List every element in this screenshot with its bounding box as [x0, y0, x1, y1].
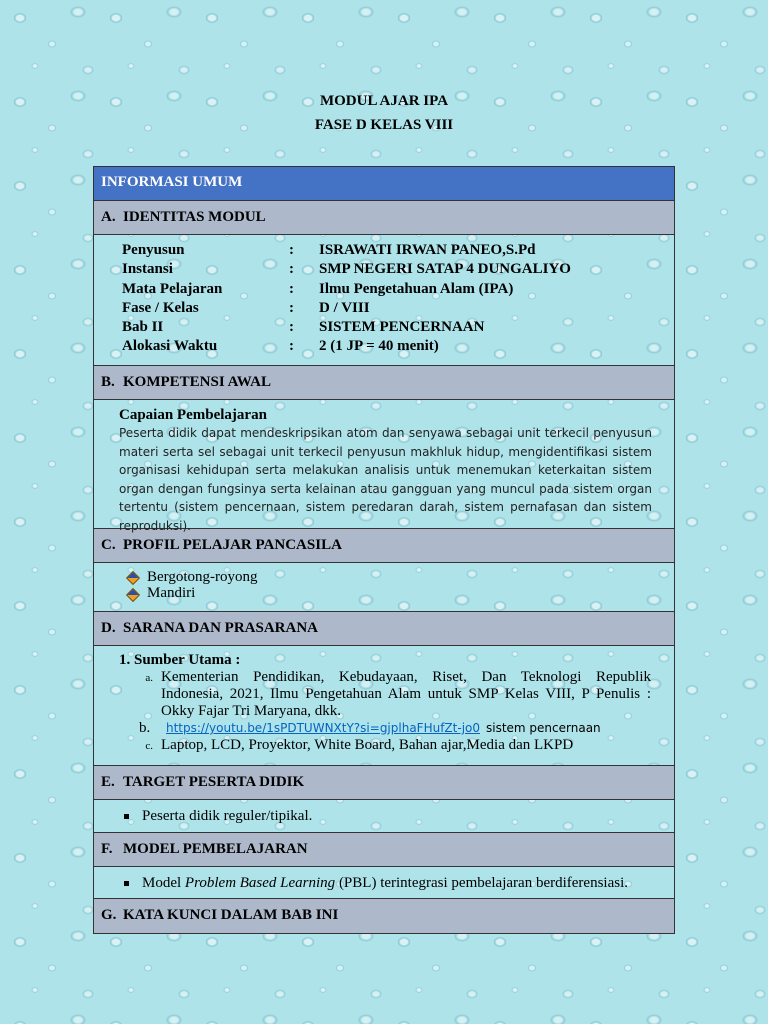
identitas-value: ISRAWATI IRWAN PANEO,S.Pd — [319, 242, 536, 258]
section-e-header — [94, 766, 674, 800]
capaian-block — [94, 400, 674, 533]
diamond-bullet-icon — [125, 587, 139, 601]
section-letter: B. — [101, 374, 115, 390]
identitas-value: Ilmu Pengetahuan Alam (IPA) — [319, 280, 514, 297]
square-bullet-icon — [124, 814, 129, 819]
model-suffix: (PBL) terintegrasi pembelajaran berdiferensiasi. — [338, 875, 628, 891]
target-item: Peserta didik reguler/tipikal. — [142, 808, 313, 824]
identitas-label: Bab II — [122, 319, 164, 336]
informasi-umum-header: INFORMASI UMUM — [94, 167, 674, 201]
target-list — [94, 800, 674, 833]
item-marker: a. — [145, 672, 153, 684]
section-title: IDENTITAS MODUL — [123, 209, 266, 225]
identitas-label: Mata Pelajaran — [122, 280, 223, 297]
item-marker: b. — [139, 720, 151, 736]
section-letter: C. — [101, 537, 116, 553]
list-item — [125, 569, 674, 586]
identitas-colon: : — [289, 242, 294, 258]
section-g-header — [94, 899, 674, 933]
sumber-item-a: Kementerian Pendidikan, Kebudayaan, Riset, Dan Teknologi Republik Indonesia, 2021, Ilmu Pengetahuan Alam untuk SMP Kelas VIII, P Penulis : Okky Fajar Tri Maryana, dkk. — [161, 669, 651, 719]
youtube-link[interactable]: https://youtu.be/1sPDTUWNXtY?si=gjplhaFHufZt-jo0 — [166, 721, 480, 735]
identitas-value: SMP NEGERI SATAP 4 DUNGALIYO — [319, 261, 571, 278]
identitas-block — [94, 235, 674, 366]
square-bullet-icon — [124, 881, 129, 886]
module-info-table — [93, 166, 675, 934]
sarana-block — [94, 646, 674, 766]
identitas-label: Penyusun — [122, 242, 185, 258]
identitas-value: D / VIII — [319, 299, 370, 316]
model-list — [94, 867, 674, 899]
identitas-row — [122, 299, 674, 318]
identitas-row — [122, 280, 674, 299]
identitas-row — [122, 241, 674, 260]
section-title: MODEL PEMBELAJARAN — [123, 841, 308, 857]
section-letter: D. — [101, 620, 116, 636]
sumber-title: Sumber Utama : — [134, 652, 241, 668]
identitas-row — [122, 337, 674, 356]
model-italic: Problem Based Learning — [184, 875, 336, 891]
profil-item: Mandiri — [147, 585, 196, 602]
section-f-header — [94, 833, 674, 867]
identitas-colon: : — [289, 261, 294, 278]
sumber-item-c: Laptop, LCD, Proyektor, White Board, Bahan ajar,Media dan LKPD — [161, 737, 574, 753]
section-b-header — [94, 366, 674, 400]
document-subtitle: FASE D KELAS VIII — [314, 117, 454, 133]
section-a-header — [94, 201, 674, 235]
section-letter: A. — [101, 209, 116, 225]
profil-item: Bergotong-royong — [147, 568, 258, 585]
identitas-label: Fase / Kelas — [122, 299, 199, 316]
identitas-label: Instansi — [122, 261, 173, 278]
section-d-header — [94, 612, 674, 646]
identitas-colon: : — [289, 299, 294, 316]
list-item — [119, 720, 651, 737]
identitas-value: SISTEM PENCERNAAN — [319, 319, 485, 336]
identitas-label: Alokasi Waktu — [122, 338, 218, 355]
sumber-item-b — [161, 720, 651, 737]
section-title: KATA KUNCI DALAM BAB INI — [123, 907, 339, 923]
item-marker: c. — [145, 740, 153, 752]
identitas-colon: : — [289, 319, 294, 336]
link-description: sistem pencernaan — [486, 721, 601, 735]
identitas-value: 2 (1 JP = 40 menit) — [319, 338, 439, 355]
section-title: KOMPETENSI AWAL — [123, 374, 271, 390]
list-item — [119, 669, 651, 720]
identitas-colon: : — [289, 280, 294, 297]
document-title: MODUL AJAR IPA — [319, 93, 449, 109]
section-title: SARANA DAN PRASARANA — [123, 620, 319, 636]
identitas-row — [122, 260, 674, 279]
section-letter: G. — [101, 907, 117, 923]
sumber-utama-heading — [119, 652, 651, 669]
section-title: TARGET PESERTA DIDIK — [123, 774, 305, 790]
profil-list — [94, 563, 674, 612]
section-title: PROFIL PELAJAR PANCASILA — [123, 537, 342, 553]
sumber-number: 1. — [119, 652, 131, 668]
list-item — [125, 586, 674, 603]
diamond-bullet-icon — [125, 570, 139, 584]
list-item — [119, 737, 651, 755]
capaian-title: Capaian Pembelajaran — [119, 407, 267, 423]
section-letter: F. — [101, 841, 113, 857]
identitas-colon: : — [289, 338, 294, 355]
model-item — [142, 875, 628, 898]
identitas-row — [122, 318, 674, 337]
capaian-text: Peserta didik dapat mendeskripsikan atom dan senyawa sebagai unit terkecil penyusun materi serta sel sebagai unit terkecil penyusun makhluk hidup, mengidentifikasi sistem organisasi kehidupan serta melakukan analisis untuk menemukan keterkaitan sistem organ dengan fungsinya serta kelainan atau gangguan yang muncul pada sistem organ tertentu (sistem pencernaan, sistem peredaran darah, sistem pernafasan dan sistem reproduksi). — [119, 426, 652, 533]
section-letter: E. — [101, 774, 115, 790]
model-prefix: Model — [142, 875, 182, 891]
